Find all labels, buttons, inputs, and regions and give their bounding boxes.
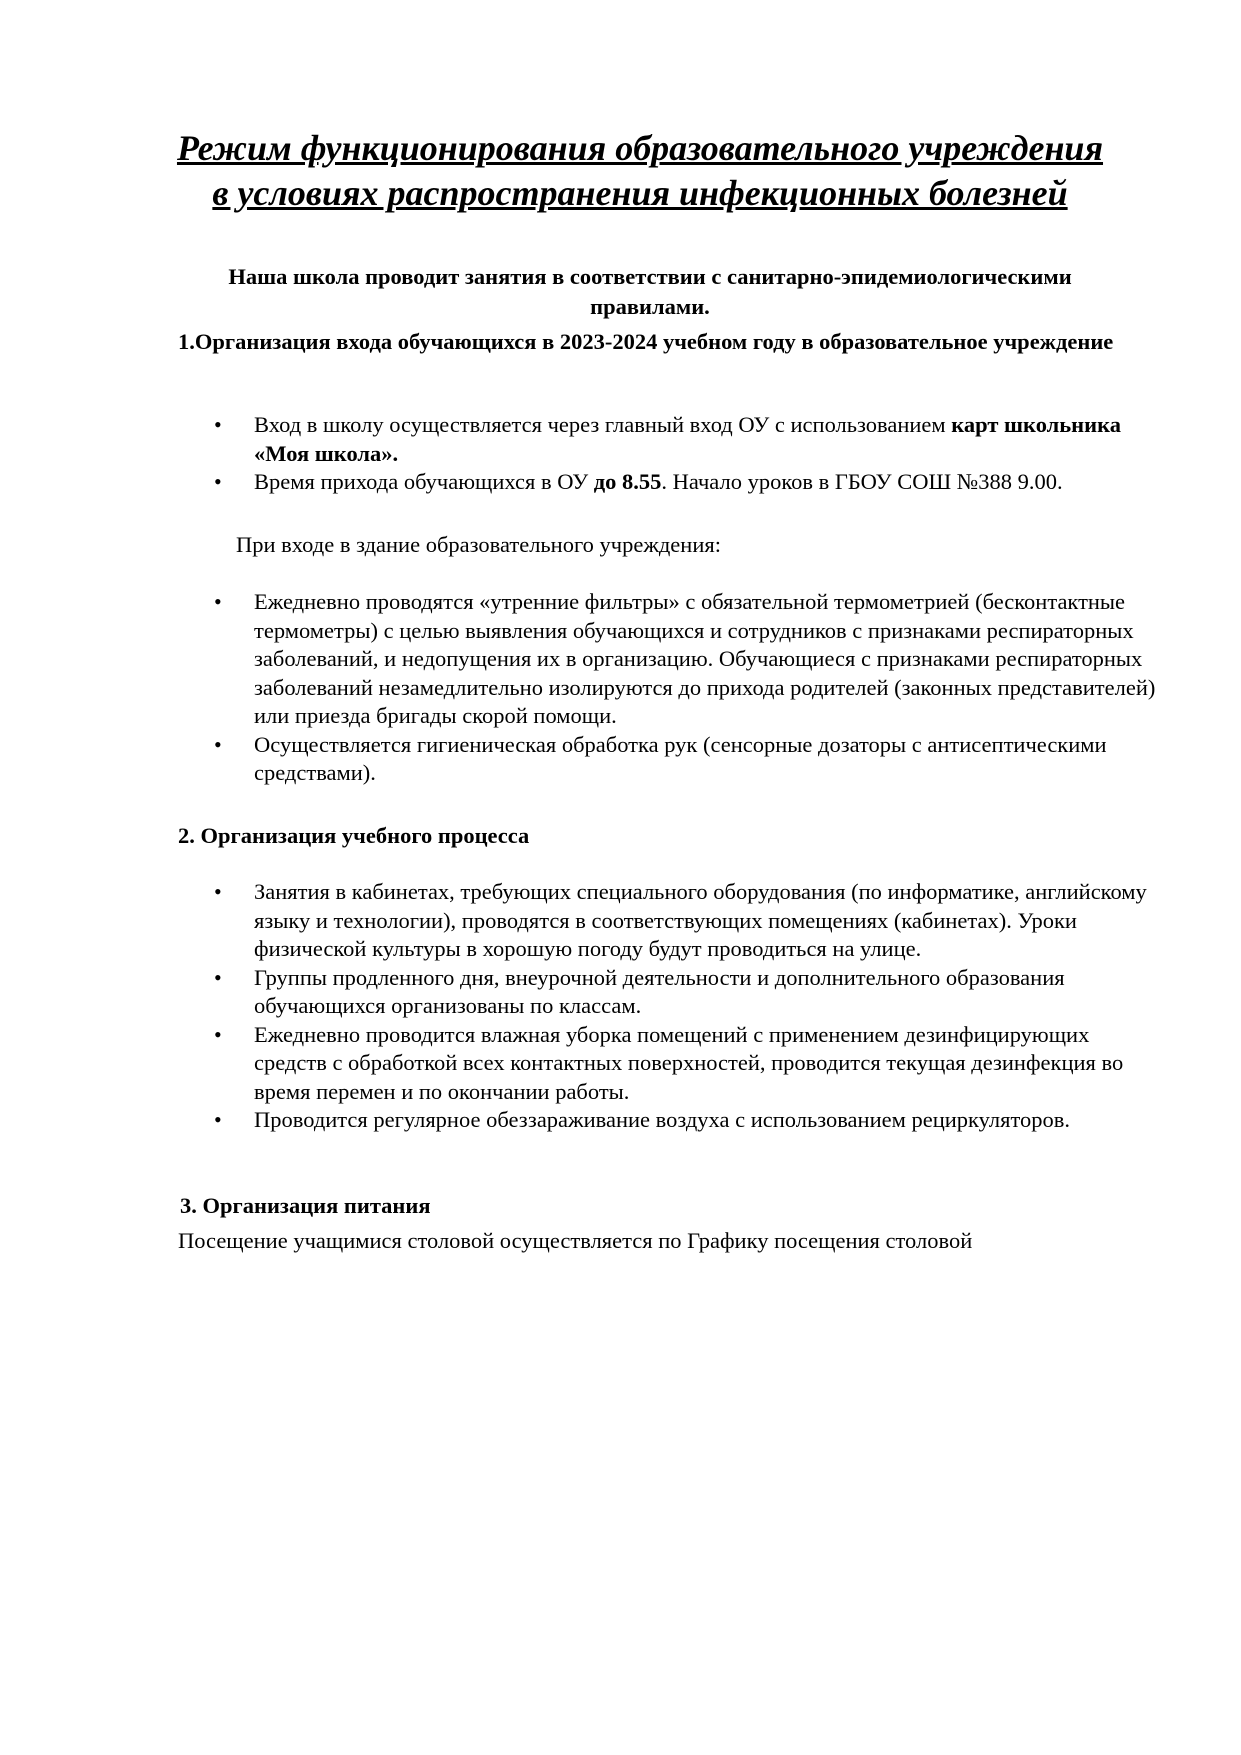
title-line-2: в условиях распространения инфекционных болезней xyxy=(212,173,1068,213)
section-3-heading: 3. Организация питания xyxy=(180,1193,431,1218)
list-item xyxy=(178,411,1158,468)
list-item: • Ежедневно проводятся «утренние фильтры» с обязательной термометрией (бесконтактные термометры) с целью выявления обучающихся и сотрудников с признаками респираторных заболеваний, и недопущения их в организацию. Обучающиеся с признаками респираторных заболеваний незамедлительно изолируются до прихода родителей (законных представителей) или приезда бригады скорой помощи. xyxy=(178,588,1158,731)
document-subtitle xyxy=(150,262,1150,322)
subtitle-line-1: Наша школа проводит занятия в соответствии с санитарно-эпидемиологическими xyxy=(228,264,1072,289)
item-text: Вход в школу осуществляется через главный вход ОУ с использованием xyxy=(254,412,952,437)
document-title xyxy=(140,126,1140,216)
list-item: • Осуществляется гигиеническая обработка рук (сенсорные дозаторы с антисептическими средствами). xyxy=(178,731,1158,788)
section-3-text: Посещение учащимися столовой осуществляется по Графику посещения столовой xyxy=(178,1228,973,1253)
list-item: • Занятия в кабинетах, требующих специального оборудования (по информатике, английскому языку и технологии), проводятся в соответствующих помещениях (кабинетах). Уроки физической культуры в хорошую погоду будут проводиться на улице. xyxy=(178,878,1158,964)
list-item: • Проводится регулярное обеззараживание воздуха с использованием рециркуляторов. xyxy=(178,1106,1158,1135)
item-text: . Начало уроков в ГБОУ СОШ №388 9.00. xyxy=(661,469,1063,494)
item-bold-text: до 8.55 xyxy=(593,469,662,494)
item-text: Время прихода обучающихся в ОУ xyxy=(254,469,594,494)
entry-note: При входе в здание образовательного учреждения: xyxy=(236,532,721,557)
item-bold-text: карт школьника «Моя школа». xyxy=(254,412,1121,466)
title-line-1: Режим функционирования образовательного учреждения xyxy=(176,128,1104,168)
list-item: • Группы продленного дня, внеурочной деятельности и дополнительного образования обучающихся организованы по классам. xyxy=(178,964,1158,1021)
subtitle-line-2: правилами. xyxy=(590,294,710,319)
section-1-heading: 1.Организация входа обучающихся в 2023-2024 учебном году в образовательное учреждение xyxy=(178,329,1114,354)
section-1-list-a xyxy=(178,411,1158,497)
section-2-list xyxy=(178,878,1158,1135)
section-1-list-b xyxy=(178,588,1158,788)
section-2-heading: 2. Организация учебного процесса xyxy=(178,823,530,848)
list-item: • Ежедневно проводится влажная уборка помещений с применением дезинфицирующих средств с обработкой всех контактных поверхностей, проводится текущая дезинфекция во время перемен и по окончании работы. xyxy=(178,1021,1158,1107)
list-item xyxy=(178,468,1158,497)
